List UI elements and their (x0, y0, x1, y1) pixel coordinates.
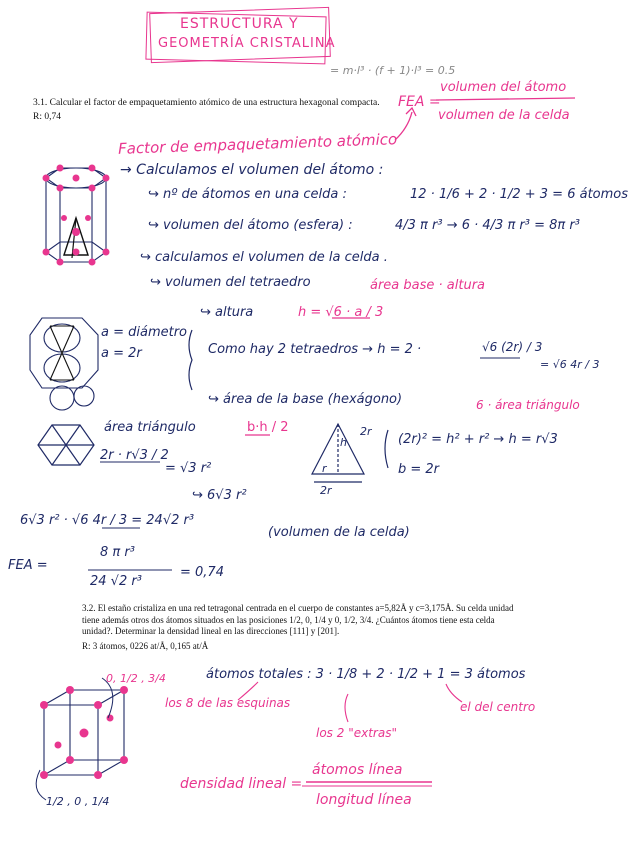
step-6-value: h = √6 · a / 3 (298, 305, 384, 320)
dens-num: átomos línea (312, 762, 403, 778)
title-line-2: GEOMETRÍA CRISTALINA (158, 36, 336, 51)
fea-result-value: = 0,74 (180, 565, 224, 580)
step-2-label: ↪ nº de átomos en una celda : (148, 187, 347, 202)
title-line-1: ESTRUCTURA Y (180, 16, 299, 32)
triangle-calc-1: 2r · r√3 / 2 (100, 448, 169, 463)
fea-def-lhs: FEA = (398, 94, 441, 110)
hexagon-figure (38, 425, 94, 465)
tetra-text: Como hay 2 tetraedros → h = 2 · (208, 342, 422, 357)
fea-def-den: volumen de la celda (438, 108, 570, 123)
hcp-prism-figure (46, 168, 106, 262)
step-4: ↪ calculamos el volumen de la celda . (140, 250, 388, 265)
dens-lhs: densidad lineal = (180, 776, 303, 792)
triangle-fig-base: 2r (320, 484, 332, 497)
cell-volume-calc: 6√3 r² · √6 4r / 3 = 24√2 r³ (20, 513, 195, 528)
step-1: → Calculamos el volumen del átomo : (120, 162, 384, 178)
base-area-text: ↪ área de la base (hexágono) (208, 392, 403, 407)
stacked-spheres-figure (30, 318, 98, 410)
b-value: b = 2r (398, 462, 440, 477)
step-2-value: 12 · 1/6 + 2 · 1/2 + 3 = 6 átomos (410, 187, 628, 202)
a-def-2: a = 2r (101, 346, 142, 361)
triangle-label: área triángulo (104, 420, 196, 435)
fea-heading: Factor de empaquetamiento atómico (117, 130, 398, 158)
total-atoms: átomos totales : 3 · 1/8 + 2 · 1/2 + 1 = 3 átomos (206, 667, 526, 682)
step-6-label: ↪ altura (200, 305, 254, 320)
step-3-label: ↪ volumen del átomo (esfera) : (148, 218, 353, 233)
triangle-fig-h: h (340, 436, 347, 449)
pythagoras: (2r)² = h² + r² → h = r√3 (398, 432, 558, 447)
dens-den: longitud línea (316, 792, 412, 808)
corners-note: los 8 de las esquinas (165, 696, 291, 710)
problem2-statement: 3.2. El estaño cristaliza en una red tetragonal centrada en el cuerpo de constantes a=5,82Å y c=3,175Å. Su celda unidad tiene además otros dos átomos situados en las posiciones 1/2, 0, 1/4 y 0, 1/2, 3/4. ¿Cuántos átomos tiene esta celda unidad?. Determinar la densidad lineal en las direcciones [111] y [201]. (82, 603, 514, 636)
fea-result-lhs: FEA = (8, 558, 48, 573)
fea-result-den: 24 √2 r³ (90, 574, 142, 589)
brace-2 (385, 430, 388, 468)
triangle-calc-2: = √3 r² (165, 461, 212, 476)
brace-1 (189, 330, 192, 390)
problem1-statement: 3.1. Calcular el factor de empaquetamiento atómico de una estructura hexagonal compacta. (33, 98, 380, 108)
hcp-atoms (43, 165, 110, 266)
fea-def-bar (436, 98, 575, 100)
extras-note: los 2 "extras" (316, 726, 397, 740)
tetra-frac: √6 (2r) / 3 (482, 340, 543, 354)
cell-volume-note: (volumen de la celda) (268, 525, 410, 540)
tetra-result: = √6 4r / 3 (540, 358, 600, 371)
base-area-pink: 6 · área triángulo (476, 398, 580, 412)
step-5-label: ↪ volumen del tetraedro (150, 275, 311, 290)
triangle-formula: b·h / 2 (247, 420, 289, 435)
triangle-fig-r: r (322, 462, 327, 475)
problem1-answer: R: 0,74 (33, 112, 61, 122)
problem2-answer: R: 3 átomos, 0226 at/Å, 0,165 at/Å (82, 641, 209, 651)
fea-def-num: volumen del átomo (440, 80, 567, 95)
coord-bottom: 1/2 , 0 , 1/4 (46, 795, 110, 808)
coord-top: 0, 1/2 , 3/4 (106, 672, 166, 685)
center-note: el del centro (460, 700, 536, 714)
fea-result-num: 8 π r³ (100, 545, 135, 560)
fea-arrow (395, 112, 412, 140)
triangle-fig-2r: 2r (360, 425, 372, 438)
a-def-1: a = diámetro (101, 325, 188, 340)
top-scribble: = m·l³ · (f + 1)·l³ = 0.5 (330, 64, 456, 77)
step-5-value: área base · altura (370, 278, 486, 293)
triangle-figure (312, 424, 364, 482)
step-3-value: 4/3 π r³ → 6 · 4/3 π r³ = 8π r³ (395, 218, 580, 233)
triangle-calc-3: ↪ 6√3 r² (192, 488, 247, 503)
